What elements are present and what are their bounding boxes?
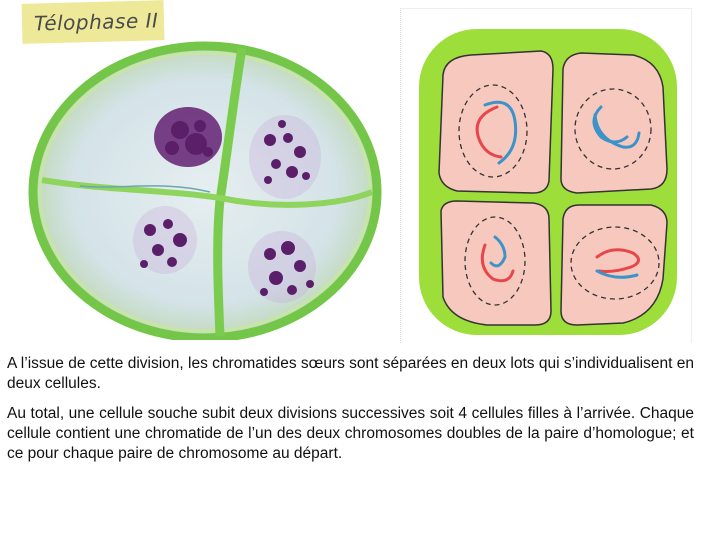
description-text (7, 354, 694, 474)
paragraph-1: A l’issue de cette division, les chromatides sœurs sont séparées en deux lots qui s’individualisent en deux cellules. (7, 355, 694, 392)
daughter-cell-top-left (439, 51, 553, 193)
figure-title: Télophase II (22, 0, 165, 44)
micrograph-illustration (20, 40, 392, 340)
daughter-cell-bottom-left (441, 201, 551, 325)
telophase-schematic (400, 8, 692, 343)
daughter-cell-bottom-right (561, 205, 667, 325)
paragraph-2: Au total, une cellule souche subit deux divisions successives soit 4 cellules filles à l’arrivée. Chaque cellule contient une chromatide de l’un des deux chromosomes doubles de la paire d’homologue; et ce pour chaque paire de chromosome au départ. (7, 405, 694, 462)
